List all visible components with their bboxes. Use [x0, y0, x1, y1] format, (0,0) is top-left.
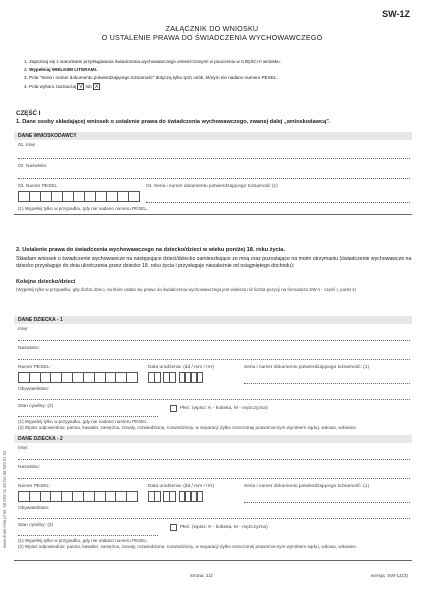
child-2-last-name-field[interactable] — [18, 478, 410, 479]
checkmark-x-example: X — [94, 84, 99, 91]
publisher-side-text: www.druki-mila.pl tel. 58 559 01 50 fax 58 559 01 52 — [2, 450, 7, 548]
next-children-heading: Kolejne dziecko/dzieci — [16, 279, 76, 285]
applicant-id-doc-field[interactable] — [146, 202, 410, 203]
child-2-id-doc-field[interactable] — [244, 502, 410, 503]
child-2-pesel-label: Numer PESEL: — [18, 484, 51, 489]
child-1-band: DANE DZIECKA - 1 — [14, 316, 412, 324]
page-number: strona: 1/2 — [190, 574, 213, 579]
child-2-marital-label: Stan cywilny: (2) — [18, 523, 54, 528]
applicant-pesel-boxes[interactable] — [18, 191, 140, 202]
checkmark-v-example: V — [79, 84, 83, 91]
child-1-footnote-1: (1) Wypełnij tylko w przypadku, gdy nie nadano numeru PESEL. — [18, 419, 149, 424]
child-1-id-doc-label: Seria i numer dokumentu potwierdzającego tożsamość: (1) — [244, 365, 370, 370]
applicant-id-doc-label: 04. Seria i numer dokumentu potwierdzającego tożsamość (1) — [146, 184, 278, 189]
child-2-sex-box[interactable] — [170, 524, 177, 531]
applicant-footnote: (1) Wypełnij tylko w przypadku, gdy nie nadano numeru PESEL. — [18, 206, 149, 211]
form-code: SW-1Z — [382, 9, 410, 19]
child-2-first-name-label: Imię: — [18, 446, 29, 451]
child-1-pesel-boxes[interactable] — [18, 372, 138, 383]
child-1-sex-box[interactable] — [170, 405, 177, 412]
form-title-line-1: ZAŁĄCZNIK DO WNIOSKU — [165, 24, 259, 33]
applicant-pesel-label: 03. Numer PESEL — [18, 184, 58, 189]
child-1-dob-boxes[interactable] — [148, 372, 203, 383]
child-2-pesel-boxes[interactable] — [18, 491, 138, 502]
applicant-first-name-label: 01. Imię — [18, 143, 36, 148]
instruction-2: 2. Wypełniaj WIELKIMI LITERAMI. — [24, 67, 98, 72]
child-1-marital-label: Stan cywilny: (2) — [18, 404, 54, 409]
part-2-question: 2. Ustalenie prawa do świadczenia wychowawczego na dziecko/dzieci w wieku poniżej 18. roku życia. — [16, 247, 285, 253]
child-1-pesel-label: Numer PESEL: — [18, 365, 51, 370]
child-1-citizenship-label: Obywatelstwo: — [18, 387, 50, 392]
child-2-first-name-field[interactable] — [18, 459, 410, 460]
child-2-marital-field[interactable] — [18, 535, 158, 536]
part-1-question: 1. Dane osoby składającej wniosek o ustalenie prawa do świadczenia wychowawczego, zwanej dalej „wnioskodawcą". — [16, 119, 331, 125]
child-2-id-doc-label: Seria i numer dokumentu potwierdzającego tożsamość: (1) — [244, 484, 370, 489]
child-1-citizenship-field[interactable] — [18, 399, 410, 400]
instruction-1: 1. Zapoznaj się z warunkami przysługiwania świadczenia wychowawczego umieszczonymi w pouczeniu w CZĘŚCI II wniosku. — [24, 59, 281, 64]
part-2-statement: Składam wniosek o świadczenie wychowawcze na następujące dzieci/dziecko zamieszkujące ze mną oraz pozostające na moim utrzymaniu (świadczenie wychowawcze na dziecko przysługuje do dnia ukończenia przez dziecko 18. roku życia i przysługuje niezależnie od osiągniętego dochodu): — [16, 256, 412, 269]
next-children-note: (Wypełnij tylko w przypadku, gdy liczba dzieci, na które ustala się prawo do świadczenia wychowawczego jest większa niż liczba pozycji na formularzu SW-1 - część I, punkt 2) — [16, 287, 357, 292]
child-1-sex-label: Płeć: (wpisz: K - kobieta, M - mężczyzna) — [180, 406, 268, 411]
divider — [14, 214, 412, 215]
child-1-dob-label: Data urodzenia: (dd / mm / rrrr) — [148, 365, 215, 370]
child-1-first-name-label: Imię: — [18, 327, 29, 332]
child-1-id-doc-field[interactable] — [244, 383, 410, 384]
child-2-sex-label: Płeć: (wpisz: K - kobieta, M - mężczyzna) — [180, 525, 268, 530]
applicant-last-name-field[interactable] — [18, 178, 410, 179]
child-2-dob-label: Data urodzenia: (dd / mm / rrrr) — [148, 484, 215, 489]
child-2-footnote-1: (1) Wypełnij tylko w przypadku, gdy nie nadano numeru PESEL. — [18, 538, 149, 543]
child-2-dob-boxes[interactable] — [148, 491, 203, 502]
child-2-last-name-label: Nazwisko: — [18, 465, 40, 470]
part-1-heading: CZĘŚĆ I — [16, 110, 41, 117]
child-1-last-name-label: Nazwisko: — [18, 346, 40, 351]
form-version: wersja: SW-1Z(3) — [370, 574, 408, 579]
child-1-footnote-2: (2) Wpisz odpowiednio: panna, kawaler, zamężna, żonaty, rozwiedziona, rozwiedziony, w separacji (tylko orzeczonej prawomocnym wyrokiem sądu), wdowa, wdowiec. — [18, 425, 358, 430]
form-title-line-2: O USTALENIE PRAWA DO ŚWIADCZENIA WYCHOWAWCZEGO — [101, 33, 323, 42]
child-2-footnote-2: (2) Wpisz odpowiednio: panna, kawaler, zamężna, żonaty, rozwiedziona, rozwiedziony, w separacji (tylko orzeczonej prawomocnym wyrokiem sądu), wdowa, wdowiec. — [18, 544, 358, 549]
child-2-citizenship-field[interactable] — [18, 518, 410, 519]
child-1-last-name-field[interactable] — [18, 359, 410, 360]
instruction-3: 3. Pola "Seria i numer dokumentu potwierdzającego tożsamość" dotyczą tylko tych osób, którym nie nadano numeru PESEL. — [24, 75, 278, 80]
applicant-last-name-label: 02. Nazwisko — [18, 164, 47, 169]
divider — [14, 560, 412, 561]
instruction-4: 4. Pola wyboru zaznaczaj V lub X — [24, 84, 99, 91]
child-1-first-name-field[interactable] — [18, 340, 410, 341]
child-1-marital-field[interactable] — [18, 416, 158, 417]
child-2-band: DANE DZIECKA - 2 — [14, 435, 412, 443]
child-2-citizenship-label: Obywatelstwo: — [18, 506, 50, 511]
applicant-first-name-field[interactable] — [18, 158, 410, 159]
applicant-data-band: DANE WNIOSKODAWCY — [14, 132, 412, 140]
